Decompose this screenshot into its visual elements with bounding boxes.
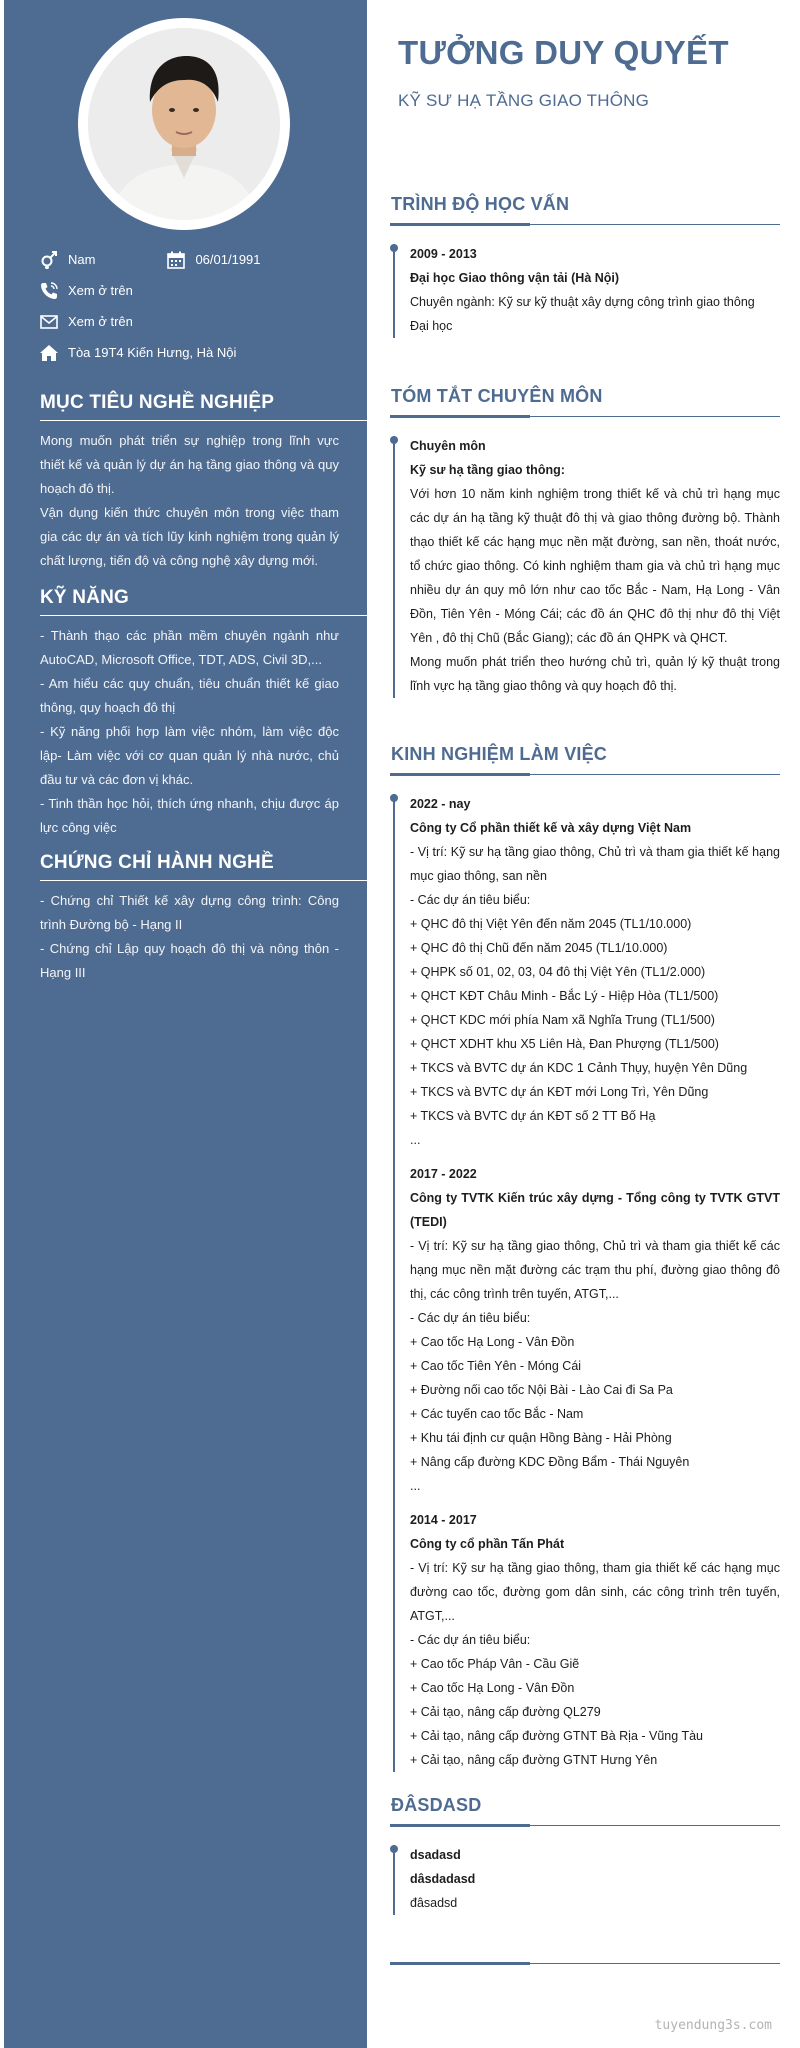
skills-section <box>40 587 339 840</box>
address-text: Tòa 19T4 Kiến Hưng, Hà Nội <box>68 345 237 360</box>
job-line: - Vị trí: Kỹ sư hạ tầng giao thông, tham gia thiết kế các hạng mục đường cao tốc, đường gom dân sinh, các công trình trên tuyến, ATGT,... <box>410 1561 780 1623</box>
objective-line: Mong muốn phát triển sự nghiệp trong lĩnh vực thiết kế và quản lý dự án hạ tầng giao thông và quy hoạch đô thị. <box>40 433 339 496</box>
education-major: Chuyên ngành: Kỹ sư kỹ thuật xây dựng công trình giao thông <box>410 295 755 309</box>
certificate-line: - Chứng chỉ Lập quy hoạch đô thị và nông thôn - Hạng III <box>40 941 339 980</box>
job-line: + Cao tốc Hạ Long - Vân Đồn <box>410 1681 575 1695</box>
avatar <box>88 28 280 220</box>
job-line: + Cải tạo, nâng cấp đường GTNT Bà Rịa - Vũng Tàu <box>410 1729 703 1743</box>
experience-title: KINH NGHIỆM LÀM VIỆC <box>391 744 608 764</box>
extra-line: dsadasd <box>410 1848 461 1862</box>
skill-line: - Am hiểu các quy chuẩn, tiêu chuẩn thiết kế giao thông, quy hoạch đô thị <box>40 676 339 715</box>
extra-section <box>390 1795 780 1915</box>
job-company: Công ty cổ phần Tấn Phát <box>410 1537 565 1551</box>
extra-line: dâsdadasd <box>410 1872 476 1886</box>
gender-text: Nam <box>68 252 96 267</box>
job-title: KỸ SƯ HẠ TẦNG GIAO THÔNG <box>398 91 650 110</box>
calendar-icon <box>165 250 187 270</box>
job-period: 2022 - nay <box>410 797 471 811</box>
section-divider <box>390 773 780 776</box>
education-period: 2009 - 2013 <box>410 247 477 261</box>
job-company: Công ty Cổ phần thiết kế và xây dựng Việt Nam <box>410 821 692 835</box>
contact-row-email <box>38 306 358 337</box>
bottom-divider <box>390 1962 780 1965</box>
skill-line: - Thành thạo các phần mềm chuyên ngành như AutoCAD, Microsoft Office, TDT, ADS, Civil 3D,... <box>40 628 339 667</box>
candidate-name: TƯỞNG DUY QUYẾT <box>398 34 729 71</box>
section-divider <box>390 415 780 418</box>
education-timeline <box>390 242 780 338</box>
contact-row-gender <box>38 244 358 275</box>
job-line: + Khu tái định cư quận Hồng Bàng - Hải Phòng <box>410 1431 672 1445</box>
birthday-text: 06/01/1991 <box>195 252 261 267</box>
extra-timeline <box>390 1843 780 1915</box>
summary-section <box>390 386 780 698</box>
summary-subheading: Kỹ sư hạ tầng giao thông: <box>410 463 565 477</box>
job-line: + Nâng cấp đường KDC Đồng Bẩm - Thái Nguyên <box>410 1455 690 1469</box>
job-line: + TKCS và BVTC dự án KDC 1 Cảnh Thụy, huyện Yên Dũng <box>410 1061 748 1075</box>
objective-title: MỤC TIÊU NGHỀ NGHIỆP <box>40 392 370 421</box>
experience-section <box>390 744 780 1782</box>
avatar-frame <box>78 18 290 230</box>
timeline-dot <box>390 1845 398 1853</box>
objective-line: Vận dụng kiến thức chuyên môn trong việc tham gia các dự án và tích lũy kinh nghiệm trong quản lý chất lượng, tiến độ và công nghệ xây dựng mới. <box>40 505 339 568</box>
education-title: TRÌNH ĐỘ HỌC VẤN <box>391 194 570 214</box>
extra-title: ĐÂSDASD <box>391 1795 482 1815</box>
job-line: + Các tuyến cao tốc Bắc - Nam <box>410 1407 584 1421</box>
extra-line: đâsadsd <box>410 1896 458 1910</box>
job-line: + Cải tạo, nâng cấp đường QL279 <box>410 1705 601 1719</box>
objective-section <box>40 392 339 573</box>
job-line: - Các dự án tiêu biểu: <box>410 1311 531 1325</box>
certificates-section <box>40 852 339 985</box>
contact-row-address <box>38 337 358 368</box>
summary-paragraph: Với hơn 10 năm kinh nghiệm trong thiết kế và chủ trì hạng mục các dự án hạ tầng kỹ thuật đô thị và giao thông đường bộ. Thành thạo thiết kế các hạng mục nền mặt đường, san nền, thoát nước, tổ chức giao thông. Có kinh nghiệm tham gia và chủ trì hạng mục nhiều dự án quy mô lớn như cao tốc Bắc - Nam, Hạ Long - Vân Đồn, Tiên Yên - Móng Cái; các đồ án QHC đô thị như đô thị Việt Yên , đô thị Chũ (Bắc Giang); các đồ án QHPK và QHCT. <box>410 487 780 645</box>
watermark: tuyendung3s.com <box>654 2018 772 2033</box>
experience-timeline <box>390 792 780 1772</box>
job-line: + TKCS và BVTC dự án KĐT mới Long Trì, Yên Dũng <box>410 1085 709 1099</box>
skills-title: KỸ NĂNG <box>40 587 370 616</box>
job-line: ... <box>410 1479 421 1493</box>
email-icon <box>38 312 60 332</box>
timeline-dot <box>390 794 398 802</box>
job-line: ... <box>410 1133 421 1147</box>
home-icon <box>38 343 60 363</box>
job-line: + Cao tốc Hạ Long - Vân Đồn <box>410 1335 575 1349</box>
job-line: + QHPK số 01, 02, 03, 04 đô thị Việt Yên (TL1/2.000) <box>410 965 706 979</box>
job-line: + Đường nối cao tốc Nội Bài - Lào Cai đi Sa Pa <box>410 1383 673 1397</box>
job-line: + QHCT KDC mới phía Nam xã Nghĩa Trung (TL1/500) <box>410 1013 715 1027</box>
education-section <box>390 194 780 338</box>
job-line: + TKCS và BVTC dự án KĐT số 2 TT Bố Hạ <box>410 1109 656 1123</box>
job-entry <box>410 1162 780 1498</box>
contact-info <box>38 244 358 368</box>
job-entry <box>410 792 780 1152</box>
job-line: + Cao tốc Pháp Vân - Cầu Giẽ <box>410 1657 580 1671</box>
phone-text: Xem ở trên <box>68 283 133 298</box>
job-company: Công ty TVTK Kiến trúc xây dựng - Tổng công ty TVTK GTVT (TEDI) <box>410 1191 780 1229</box>
phone-icon <box>38 281 60 301</box>
section-divider <box>390 1824 780 1827</box>
job-line: - Vị trí: Kỹ sư hạ tầng giao thông, Chủ trì và tham gia thiết kế các hạng mục nền mặt đường các trạm thu phí, đường giao thông đô thị, các công trình trên tuyến, ATGT,... <box>410 1239 780 1301</box>
timeline-dot <box>390 244 398 252</box>
summary-heading: Chuyên môn <box>410 439 486 453</box>
certificates-title: CHỨNG CHỈ HÀNH NGHỀ <box>40 852 370 881</box>
section-divider <box>390 223 780 226</box>
education-level: Đại học <box>410 319 453 333</box>
sidebar <box>4 0 367 2048</box>
email-text: Xem ở trên <box>68 314 133 329</box>
job-period: 2014 - 2017 <box>410 1513 477 1527</box>
job-line: - Vị trí: Kỹ sư hạ tầng giao thông, Chủ trì và tham gia thiết kế hạng mục giao thông, san nền <box>410 845 780 883</box>
job-line: + Cải tạo, nâng cấp đường GTNT Hưng Yên <box>410 1753 658 1767</box>
contact-row-phone <box>38 275 358 306</box>
job-line: + QHC đô thị Việt Yên đến năm 2045 (TL1/10.000) <box>410 917 692 931</box>
summary-title: TÓM TẮT CHUYÊN MÔN <box>391 386 603 406</box>
job-line: + QHCT XDHT khu X5 Liên Hà, Đan Phượng (TL1/500) <box>410 1037 719 1051</box>
job-period: 2017 - 2022 <box>410 1167 477 1181</box>
timeline-dot <box>390 436 398 444</box>
summary-paragraph: Mong muốn phát triển theo hướng chủ trì, quản lý kỹ thuật trong lĩnh vực hạ tầng giao thông và quy hoạch đô thị. <box>410 655 780 693</box>
job-line: - Các dự án tiêu biểu: <box>410 893 531 907</box>
certificate-line: - Chứng chỉ Thiết kế xây dựng công trình: Công trình Đường bộ - Hạng II <box>40 893 339 932</box>
job-line: + Cao tốc Tiên Yên - Móng Cái <box>410 1359 582 1373</box>
education-school: Đại học Giao thông vận tải (Hà Nội) <box>410 271 620 285</box>
job-line: - Các dự án tiêu biểu: <box>410 1633 531 1647</box>
skill-line: - Kỹ năng phối hợp làm việc nhóm, làm việc độc lập- Làm việc với cơ quan quản lý nhà nước, chủ đầu tư và các đơn vị khác. <box>40 724 339 787</box>
job-line: + QHC đô thị Chũ đến năm 2045 (TL1/10.000) <box>410 941 668 955</box>
job-line: + QHCT KĐT Châu Minh - Bắc Lý - Hiệp Hòa (TL1/500) <box>410 989 719 1003</box>
summary-timeline <box>390 434 780 698</box>
gender-icon <box>38 250 60 270</box>
skill-line: - Tinh thần học hỏi, thích ứng nhanh, chịu được áp lực công việc <box>40 796 339 835</box>
job-entry <box>410 1508 780 1772</box>
